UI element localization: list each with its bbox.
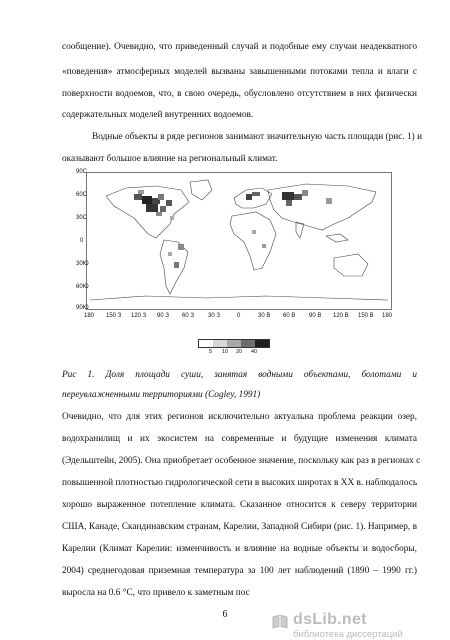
legend-label: 20 [236, 349, 243, 355]
text-line: оказывают большое влияние на региональный климат. [62, 154, 278, 164]
legend-swatch [213, 340, 227, 347]
watermark-title: dsLib.net [293, 611, 367, 628]
text-line: Очевидно, что для этих регионов исключительно актуальна проблема реакции озер, [62, 412, 417, 422]
legend-swatch [227, 340, 241, 347]
map-legend [198, 339, 270, 356]
x-tick-label: 30 В [258, 313, 271, 319]
y-tick-label: 90С [76, 169, 88, 175]
page-number: 6 [222, 609, 228, 620]
legend-bar [198, 339, 270, 348]
map-frame [87, 173, 392, 310]
text-line: (Эдельштейн, 2005). Она приобретает особенное значение, поскольку как раз в регионах с [62, 456, 421, 466]
map-x-axis [84, 313, 394, 323]
text-line: сообщение). Очевидно, что приведенный случай и подобные ему случаи неадекватного [62, 42, 417, 52]
text-line: «поведения» атмосферных моделей вызваны завышенными потоками тепла и влаги с [62, 67, 417, 77]
text-line: США, Канаде, Скандинавским странам, Карелии, Западной Сибири (рис. 1). Например, в [62, 522, 417, 532]
y-tick-label: 30Ю [76, 261, 89, 267]
x-tick-label: 120 В [333, 313, 349, 319]
x-tick-label: 90 В [309, 313, 322, 319]
x-tick-label: 120 З [131, 313, 147, 319]
text-line: выросла на 0.6 °С, что привело к заметным пос [62, 588, 250, 598]
x-tick-label: 180 [84, 313, 95, 319]
x-tick-label: 150 З [106, 313, 122, 319]
x-tick-label: 60 В [283, 313, 296, 319]
y-tick-label: 90Ю [76, 305, 89, 311]
x-tick-label: 90 З [157, 313, 169, 319]
figure-caption: переувлажненными территориями (Cogley, 1991) [62, 390, 261, 400]
text-line: 2004) среднегодовая приземная температура за 100 лет наблюдений (1890 – 1990 гг.) [62, 566, 417, 576]
text-line: Карелии (Климат Карелии: изменчивость и влияние на водные объекты и водосборы, [62, 544, 417, 554]
y-tick-label: 60Ю [76, 284, 89, 290]
text-line: поверхности водоемов, что, в свою очередь, обусловлено отсутствием в них физически [62, 89, 417, 99]
y-tick-label: 0 [80, 238, 84, 244]
figure-caption: Рис 1. Доля площади суши, занятая водными объектами, болотами и [62, 370, 417, 380]
y-tick-label: 60С [76, 192, 88, 198]
legend-swatch [241, 340, 255, 347]
text-line: Водные объекты в ряде регионов занимают значительную часть площади (рис. 1) и [92, 132, 423, 142]
legend-swatch [255, 340, 269, 347]
legend-label: 10 [222, 349, 229, 355]
legend-swatch [199, 340, 213, 347]
world-wetland-map [86, 172, 392, 310]
text-line: водохранилищ и их экосистем на современные и будущие изменения климата [62, 434, 417, 444]
text-line: содержательных моделей внутренних водоемов. [62, 110, 254, 120]
text-line: хорошо выраженное потепление климата. Сказанное относится к северу территории [62, 500, 417, 510]
legend-label: 5 [209, 349, 213, 355]
y-tick-label: 30С [76, 215, 88, 221]
x-tick-label: 180 [382, 313, 393, 319]
x-tick-label: 30 З [208, 313, 220, 319]
book-icon [271, 613, 289, 631]
text-line: повышенной плотностью гидрологической сети в высоких широтах в XX в. наблюдалось [62, 478, 418, 488]
watermark-subtitle: библиотека диссертаций [293, 629, 403, 640]
x-tick-label: 60 З [182, 313, 194, 319]
legend-label: 40 [251, 349, 258, 355]
x-tick-label: 150 В [358, 313, 374, 319]
x-tick-label: 0 [237, 313, 241, 319]
